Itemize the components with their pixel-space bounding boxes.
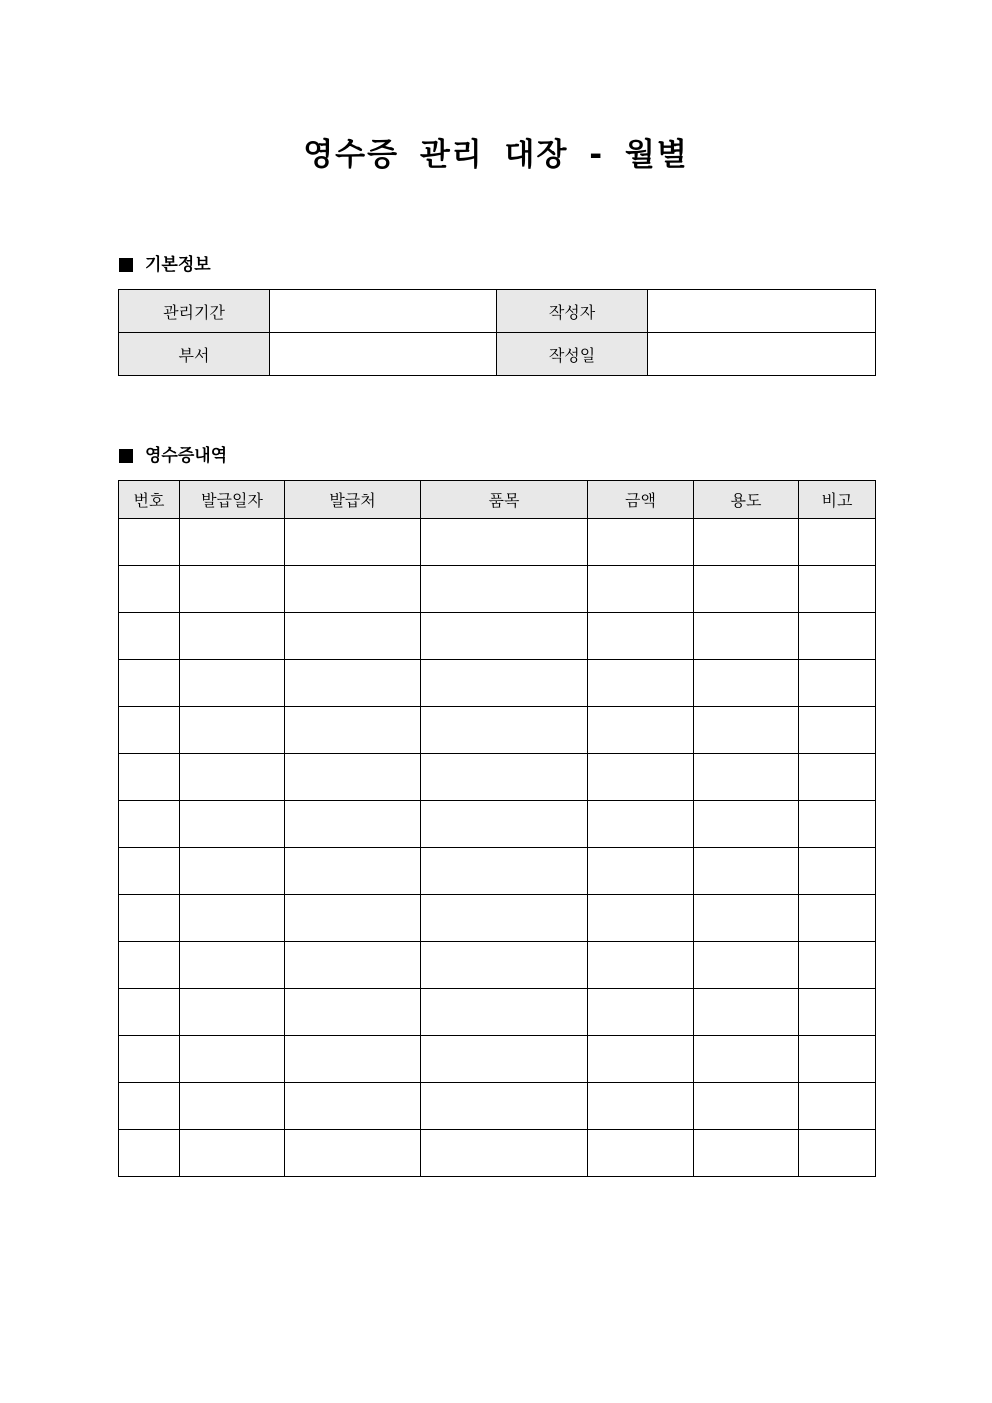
purpose-cell[interactable] [694, 942, 799, 989]
purpose-cell[interactable] [694, 1130, 799, 1177]
note-cell[interactable] [799, 519, 876, 566]
issue-date-cell[interactable] [180, 754, 285, 801]
table-row [119, 290, 876, 333]
basic-info-table [118, 289, 876, 376]
purpose-cell[interactable] [694, 754, 799, 801]
column-header-amount: 금액 [588, 481, 694, 519]
number-cell[interactable] [119, 519, 180, 566]
column-header-note: 비고 [799, 481, 876, 519]
table-row [119, 895, 876, 942]
issue-date-cell[interactable] [180, 519, 285, 566]
purpose-cell[interactable] [694, 613, 799, 660]
item-cell[interactable] [421, 848, 588, 895]
number-cell[interactable] [119, 1083, 180, 1130]
item-cell[interactable] [421, 989, 588, 1036]
receipts-heading [119, 444, 227, 468]
amount-cell[interactable] [588, 1036, 694, 1083]
item-cell[interactable] [421, 1083, 588, 1130]
date-written-field[interactable] [648, 333, 876, 376]
receipts-heading-label: 영수증내역 [145, 446, 228, 466]
issue-date-cell[interactable] [180, 707, 285, 754]
amount-cell[interactable] [588, 613, 694, 660]
issuer-cell[interactable] [285, 895, 421, 942]
item-cell[interactable] [421, 942, 588, 989]
purpose-cell[interactable] [694, 989, 799, 1036]
issuer-cell[interactable] [285, 801, 421, 848]
note-cell[interactable] [799, 566, 876, 613]
issuer-cell[interactable] [285, 519, 421, 566]
issue-date-cell[interactable] [180, 566, 285, 613]
purpose-cell[interactable] [694, 707, 799, 754]
purpose-cell[interactable] [694, 1036, 799, 1083]
period-label: 관리기간 [119, 290, 270, 333]
column-header-number: 번호 [119, 481, 180, 519]
amount-cell[interactable] [588, 848, 694, 895]
table-row [119, 1130, 876, 1177]
number-cell[interactable] [119, 989, 180, 1036]
issuer-cell[interactable] [285, 754, 421, 801]
issue-date-cell[interactable] [180, 1130, 285, 1177]
note-cell[interactable] [799, 848, 876, 895]
column-header-purpose: 용도 [694, 481, 799, 519]
amount-cell[interactable] [588, 801, 694, 848]
column-header-issue-date: 발급일자 [180, 481, 285, 519]
receipts-table [118, 480, 876, 1177]
purpose-cell[interactable] [694, 1083, 799, 1130]
purpose-cell[interactable] [694, 566, 799, 613]
column-header-item: 품목 [421, 481, 588, 519]
table-row [119, 754, 876, 801]
department-label: 부서 [119, 333, 270, 376]
number-cell[interactable] [119, 754, 180, 801]
issuer-cell[interactable] [285, 566, 421, 613]
amount-cell[interactable] [588, 660, 694, 707]
amount-cell[interactable] [588, 707, 694, 754]
amount-cell[interactable] [588, 1083, 694, 1130]
note-cell[interactable] [799, 1083, 876, 1130]
issuer-cell[interactable] [285, 942, 421, 989]
table-row [119, 801, 876, 848]
issuer-cell[interactable] [285, 660, 421, 707]
number-cell[interactable] [119, 942, 180, 989]
table-row [119, 660, 876, 707]
number-cell[interactable] [119, 566, 180, 613]
page-title: 영수증 관리 대장 - 월별 [303, 137, 689, 173]
issue-date-cell[interactable] [180, 895, 285, 942]
number-cell[interactable] [119, 613, 180, 660]
number-cell[interactable] [119, 1130, 180, 1177]
issuer-cell[interactable] [285, 1130, 421, 1177]
issue-date-cell[interactable] [180, 801, 285, 848]
issuer-cell[interactable] [285, 1083, 421, 1130]
author-label: 작성자 [497, 290, 648, 333]
note-cell[interactable] [799, 895, 876, 942]
note-cell[interactable] [799, 1130, 876, 1177]
table-row [119, 333, 876, 376]
table-row [119, 1083, 876, 1130]
item-cell[interactable] [421, 801, 588, 848]
issue-date-cell[interactable] [180, 613, 285, 660]
note-cell[interactable] [799, 707, 876, 754]
column-header-issuer: 발급처 [285, 481, 421, 519]
purpose-cell[interactable] [694, 848, 799, 895]
note-cell[interactable] [799, 942, 876, 989]
purpose-cell[interactable] [694, 660, 799, 707]
issue-date-cell[interactable] [180, 1036, 285, 1083]
basic-info-heading-label: 기본정보 [145, 255, 211, 275]
purpose-cell[interactable] [694, 895, 799, 942]
item-cell[interactable] [421, 707, 588, 754]
table-row [119, 1036, 876, 1083]
department-field[interactable] [270, 333, 497, 376]
issue-date-cell[interactable] [180, 989, 285, 1036]
issuer-cell[interactable] [285, 848, 421, 895]
basic-info-heading [119, 253, 211, 277]
note-cell[interactable] [799, 989, 876, 1036]
square-bullet-icon [119, 449, 133, 463]
table-row [119, 848, 876, 895]
amount-cell[interactable] [588, 989, 694, 1036]
number-cell[interactable] [119, 801, 180, 848]
table-row [119, 566, 876, 613]
item-cell[interactable] [421, 519, 588, 566]
table-row [119, 707, 876, 754]
number-cell[interactable] [119, 660, 180, 707]
period-field[interactable] [270, 290, 497, 333]
amount-cell[interactable] [588, 1130, 694, 1177]
item-cell[interactable] [421, 895, 588, 942]
issuer-cell[interactable] [285, 989, 421, 1036]
issue-date-cell[interactable] [180, 848, 285, 895]
number-cell[interactable] [119, 848, 180, 895]
table-row [119, 613, 876, 660]
table-row [119, 942, 876, 989]
amount-cell[interactable] [588, 754, 694, 801]
issuer-cell[interactable] [285, 613, 421, 660]
note-cell[interactable] [799, 801, 876, 848]
table-row [119, 519, 876, 566]
item-cell[interactable] [421, 613, 588, 660]
item-cell[interactable] [421, 1036, 588, 1083]
issue-date-cell[interactable] [180, 1083, 285, 1130]
item-cell[interactable] [421, 566, 588, 613]
item-cell[interactable] [421, 754, 588, 801]
amount-cell[interactable] [588, 566, 694, 613]
note-cell[interactable] [799, 613, 876, 660]
table-header-row [119, 481, 876, 519]
purpose-cell[interactable] [694, 801, 799, 848]
amount-cell[interactable] [588, 895, 694, 942]
author-field[interactable] [648, 290, 876, 333]
issue-date-cell[interactable] [180, 942, 285, 989]
number-cell[interactable] [119, 707, 180, 754]
date-written-label: 작성일 [497, 333, 648, 376]
item-cell[interactable] [421, 660, 588, 707]
item-cell[interactable] [421, 1130, 588, 1177]
amount-cell[interactable] [588, 942, 694, 989]
note-cell[interactable] [799, 1036, 876, 1083]
number-cell[interactable] [119, 895, 180, 942]
issuer-cell[interactable] [285, 1036, 421, 1083]
table-row [119, 989, 876, 1036]
number-cell[interactable] [119, 1036, 180, 1083]
square-bullet-icon [119, 258, 133, 272]
purpose-cell[interactable] [694, 519, 799, 566]
note-cell[interactable] [799, 660, 876, 707]
note-cell[interactable] [799, 754, 876, 801]
issuer-cell[interactable] [285, 707, 421, 754]
receipts-table-body [119, 519, 876, 1177]
amount-cell[interactable] [588, 519, 694, 566]
issue-date-cell[interactable] [180, 660, 285, 707]
